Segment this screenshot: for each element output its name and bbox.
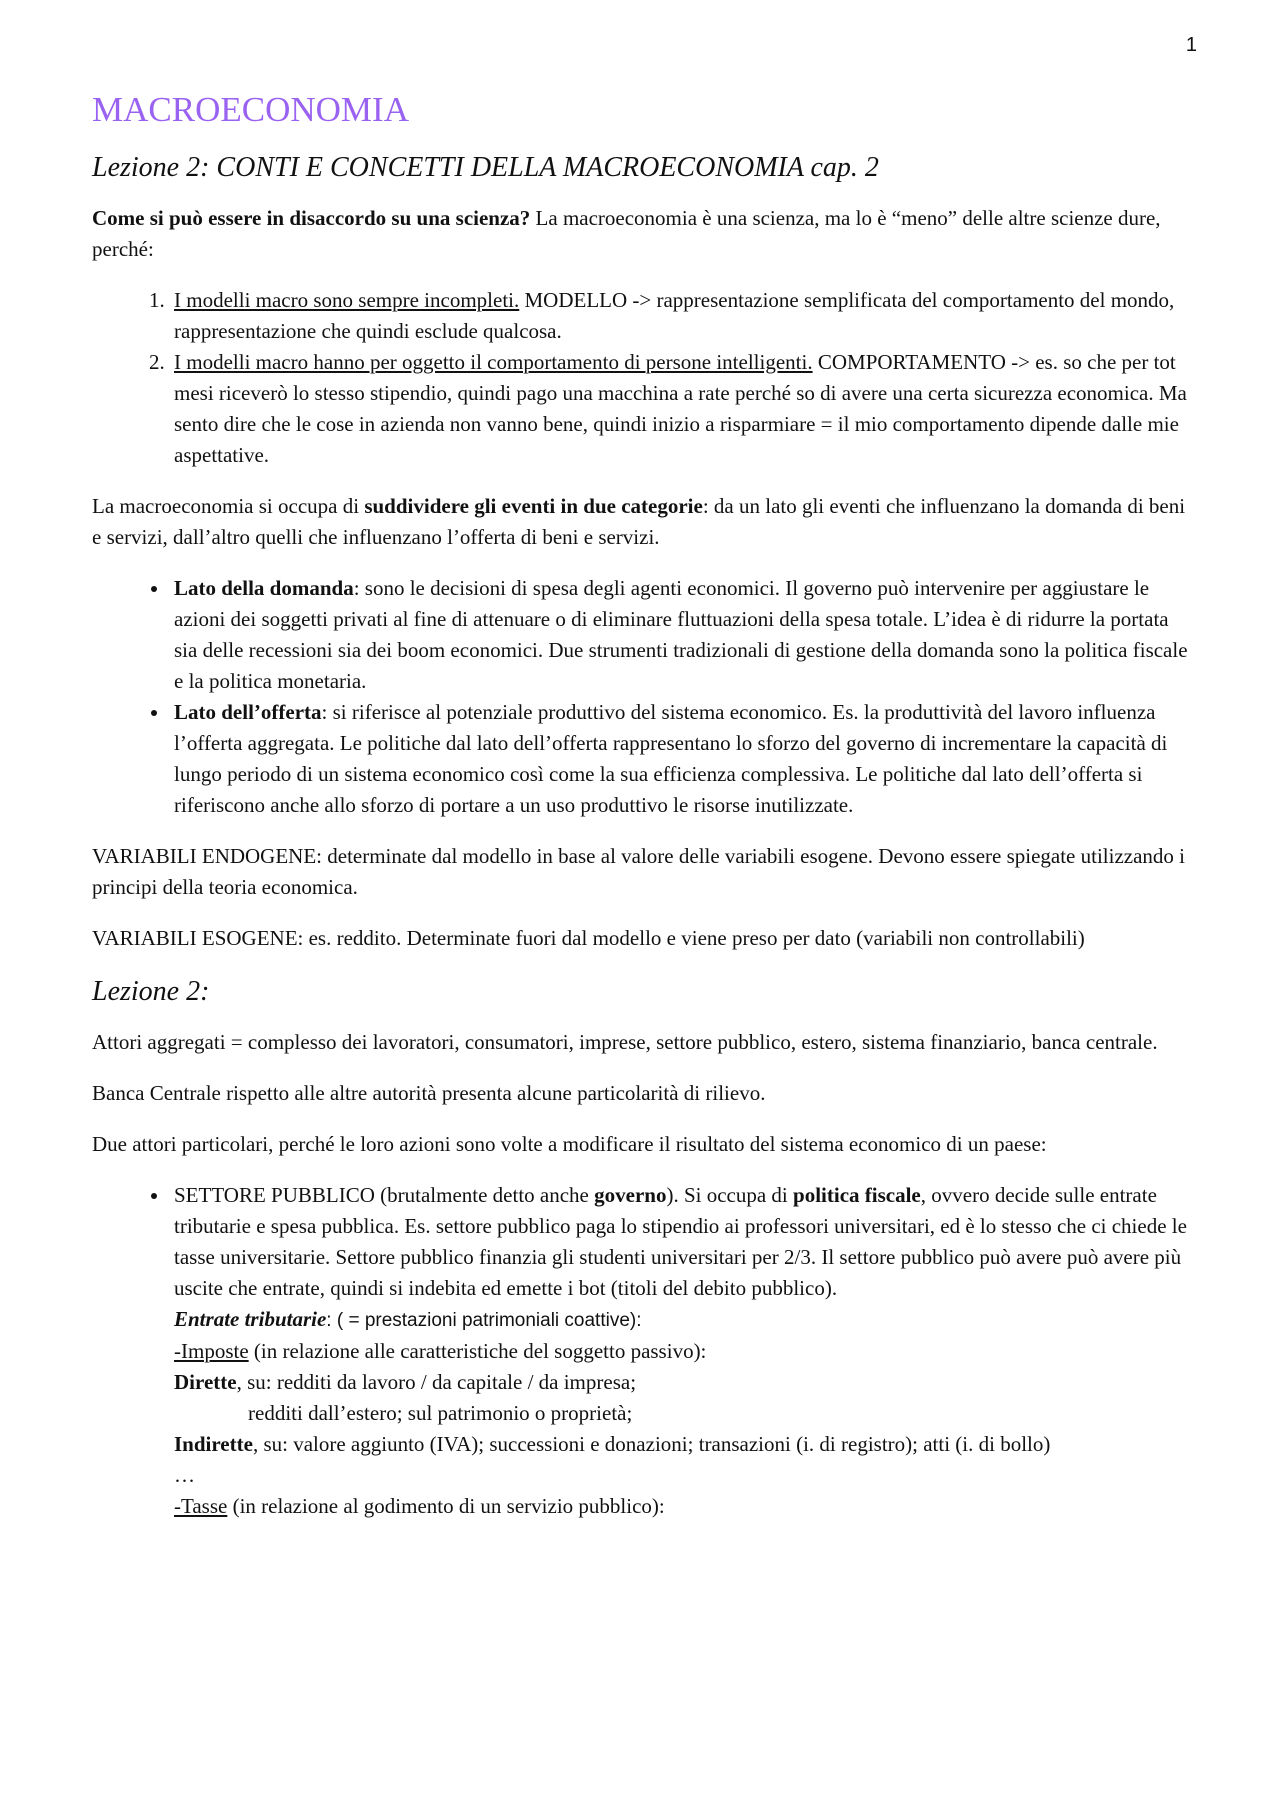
document-title: MACROECONOMIA [92,90,409,129]
list-item-text: : si riferisce al potenziale produttivo del sistema economico. Es. la produttività del lavoro influenza l’offerta aggregata. Le politiche dal lato dell’offerta rappresentano lo sforzo del governo di incrementare la capacità di lungo periodo di un sistema economico così come la sua efficienza complessiva. Le politiche dal lato dell’offerta si riferiscono anche allo sforzo di portare a un uso produttivo le risorse inutilizzate. [174,699,1168,817]
page-number: 1 [1185,34,1197,56]
endogenous-paragraph: VARIABILI ENDOGENE: determinate dal modello in base al valore delle variabili esogene. Devono essere spiegate utilizzando i principi della teoria economica. [92,843,1186,899]
numbered-list [92,285,1192,471]
taxes-label: -Imposte [174,1338,249,1363]
direct-taxes-label: Dirette [174,1369,237,1394]
intro-question: Come si può essere in disaccordo su una scienza? [92,205,531,230]
list-item [170,697,1192,821]
direct-taxes-text: , su: redditi da lavoro / da capitale / da impresa; [236,1369,637,1394]
ellipsis: … [174,1462,195,1487]
direct-taxes-continued: redditi dall’estero; sul patrimonio o proprietà; [248,1400,633,1425]
public-sector-description [174,1180,1192,1304]
central-bank-paragraph: Banca Centrale rispetto alle altre autorità presenta alcune particolarità di rilievo. [92,1080,766,1105]
fees-line [174,1491,1192,1522]
lesson2-heading: Lezione 2: [92,975,210,1007]
categories-paragraph [92,491,1192,553]
indirect-taxes-label: Indirette [174,1431,253,1456]
fees-text: (in relazione al godimento di un servizio pubblico): [227,1493,665,1518]
list-item-underlined: I modelli macro hanno per oggetto il comportamento di persone intelligenti. [174,349,813,374]
taxes-line [174,1336,1192,1367]
categories-before: La macroeconomia si occupa di [92,493,365,518]
bold-fragment: politica fiscale [793,1182,921,1207]
indirect-taxes-text: , su: valore aggiunto (IVA); successioni e donazioni; transazioni (i. di registro); atti (i. di bollo) [252,1431,1051,1456]
lesson-heading: Lezione 2: CONTI E CONCETTI DELLA MACROECONOMIA cap. 2 [92,151,879,183]
tax-revenue-note: : ( = prestazioni patrimoniali coattive): [326,1309,642,1331]
list-item-text: MODELLO -> rappresentazione semplificata del comportamento del mondo, rappresentazione che quindi esclude qualcosa. [174,287,1175,343]
tax-revenue-line [174,1304,1192,1336]
bold-fragment: governo [594,1182,667,1207]
tax-revenue-label: Entrate tributarie [174,1306,327,1331]
list-item-bold: Lato della domanda [174,575,354,600]
list-item-text: : sono le decisioni di spesa degli agenti economici. Il governo può intervenire per aggiustare le azioni dei soggetti privati al fine di attenuare o di eliminare fluttuazioni della spesa totale. L’idea è di ridurre la portata sia delle recessioni sia dei boom economici. Due strumenti tradizionali di gestione della domanda sono la politica fiscale e la politica monetaria. [174,575,1188,693]
intro-paragraph [92,203,1192,265]
categories-bold: suddividere gli eventi in due categorie [364,493,703,518]
two-actors-paragraph: Due attori particolari, perché le loro azioni sono volte a modificare il risultato del sistema economico di un paese: [92,1131,1047,1156]
document-body [92,88,1192,1542]
indirect-taxes-line [174,1429,1192,1460]
actors-paragraph: Attori aggregati = complesso dei lavoratori, consumatori, imprese, settore pubblico, estero, sistema finanziario, banca centrale. [92,1029,1158,1054]
intro-text: La macroeconomia è una scienza, ma lo è “meno” delle altre scienze dure, perché: [92,205,1161,261]
list-item [170,285,1192,347]
public-sector-list [92,1180,1192,1522]
categories-after: : da un lato gli eventi che influenzano la domanda di beni e servizi, dall’altro quelli che influenzano l’offerta di beni e servizi. [92,493,1186,549]
list-item-bold: Lato dell’offerta [174,699,322,724]
direct-taxes-line [174,1367,1192,1398]
fees-label: -Tasse [174,1493,228,1518]
text-fragment: SETTORE PUBBLICO (brutalmente detto anche [174,1182,595,1207]
taxes-text: (in relazione alle caratteristiche del soggetto passivo): [248,1338,707,1363]
list-item-text: COMPORTAMENTO -> es. so che per tot mesi riceverò lo stesso stipendio, quindi pago una macchina a rate perché so di avere una certa sicurezza economica. Ma sento dire che le cose in azienda non vanno bene, quindi inizio a risparmiare = il mio comportamento dipende dalle mie aspettative. [174,349,1187,467]
text-fragment: , ovvero decide sulle entrate tributarie e spesa pubblica. Es. settore pubblico paga lo stipendio ai professori universitari, ed è lo stesso che ci chiede le tasse universitarie. Settore pubblico finanzia gli studenti universitari per 2/3. Il settore pubblico può avere può avere più uscite che entrate, quindi si indebita ed emette i bot (titoli del debito pubblico). [174,1182,1187,1300]
list-item [170,347,1192,471]
list-item [170,1180,1192,1522]
demand-supply-list [92,573,1192,821]
text-fragment: ). Si occupa di [666,1182,794,1207]
list-item-underlined: I modelli macro sono sempre incompleti. [174,287,520,312]
list-item [170,573,1192,697]
exogenous-paragraph: VARIABILI ESOGENE: es. reddito. Determinate fuori dal modello e viene preso per dato (variabili non controllabili) [92,925,1085,950]
